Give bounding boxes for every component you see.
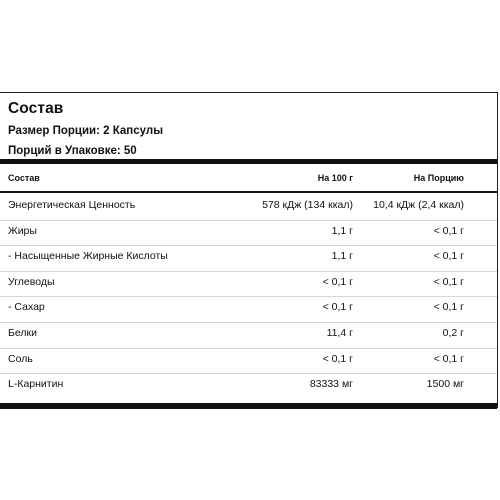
row-per-serving: 10,4 кДж (2,4 ккал)	[373, 199, 464, 211]
table-row	[0, 195, 497, 221]
row-per-serving: < 0,1 г	[433, 224, 464, 237]
row-per-100g: 1,1 г	[331, 224, 353, 237]
row-name: - Сахар	[8, 301, 45, 314]
row-name: Жиры	[8, 224, 37, 237]
row-per-100g: 83333 мг	[309, 378, 353, 391]
row-per-serving: 0,2 г	[442, 326, 464, 339]
row-per-100g: < 0,1 г	[322, 352, 353, 365]
thick-divider	[0, 159, 497, 164]
row-per-100g: 578 кДж (134 ккал)	[262, 199, 353, 211]
panel-title: Состав	[8, 100, 64, 117]
table-row	[0, 349, 497, 375]
table-row	[0, 246, 497, 272]
bottom-divider	[0, 403, 497, 409]
row-per-100g: 1,1 г	[331, 250, 353, 263]
column-header-name: Состав	[8, 173, 40, 183]
row-per-100g: 11,4 г	[326, 326, 353, 339]
table-row	[0, 323, 497, 349]
row-name: L-Карнитин	[8, 378, 64, 391]
row-per-serving: < 0,1 г	[433, 301, 464, 314]
row-per-100g: < 0,1 г	[322, 301, 353, 314]
nutrition-panel	[0, 92, 498, 408]
row-name: Энергетическая Ценность	[8, 199, 136, 211]
column-header-per-100g: На 100 г	[317, 173, 353, 183]
header-divider	[0, 191, 497, 193]
panel-header	[0, 93, 497, 157]
servings-per-container: Порций в Упаковке: 50	[8, 145, 137, 157]
table-row	[0, 297, 497, 323]
row-per-serving: < 0,1 г	[433, 352, 464, 365]
row-per-100g: < 0,1 г	[322, 275, 353, 288]
column-header-per-serving: На Порцию	[413, 173, 464, 183]
row-per-serving: 1500 мг	[426, 378, 464, 391]
table-body	[0, 195, 497, 400]
row-name: Углеводы	[8, 275, 55, 288]
table-row	[0, 374, 497, 400]
row-name: - Насыщенные Жирные Кислоты	[8, 250, 168, 263]
table-row	[0, 221, 497, 247]
row-per-serving: < 0,1 г	[433, 275, 464, 288]
serving-size: Размер Порции: 2 Капсулы	[8, 125, 164, 137]
table-row	[0, 272, 497, 298]
row-name: Белки	[8, 326, 37, 339]
table-header	[0, 167, 497, 189]
row-name: Соль	[8, 352, 33, 365]
row-per-serving: < 0,1 г	[433, 250, 464, 263]
